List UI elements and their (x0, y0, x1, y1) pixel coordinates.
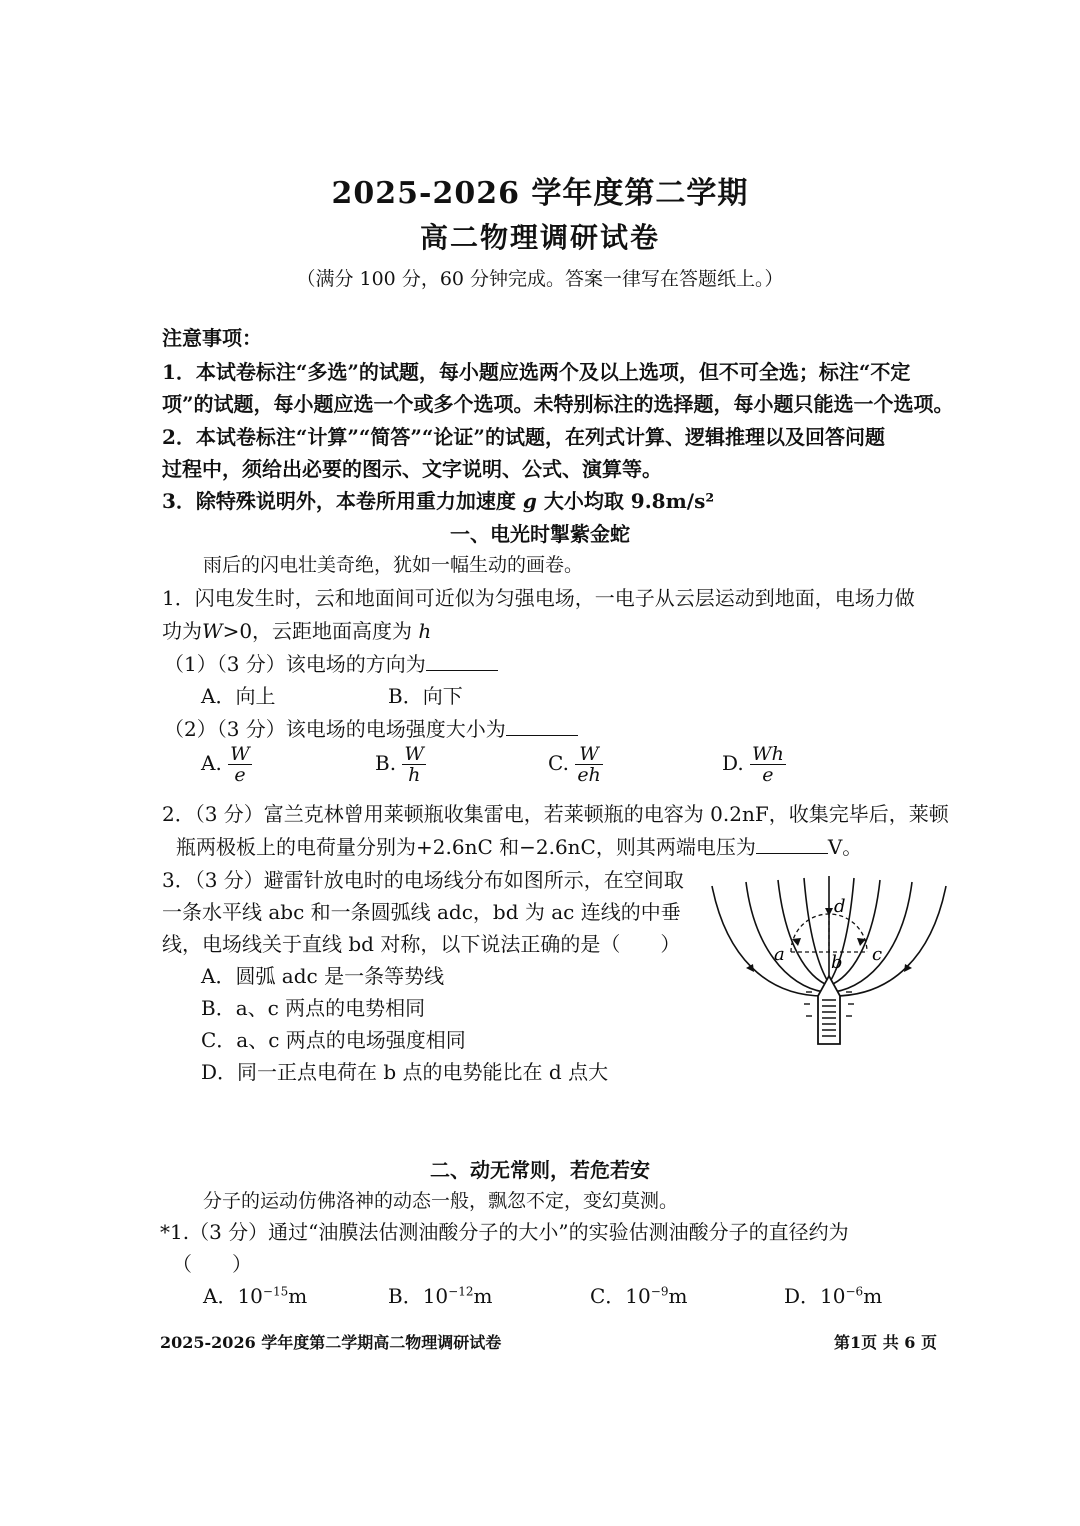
s1-q1-sub2-option-d[interactable] (722, 744, 786, 785)
s1-q1-sub2-text: （2）（3 分）该电场的电场强度大小为 (164, 717, 506, 741)
s1-q3-line3: 线，电场线关于直线 bd 对称，以下说法正确的是（ ） (162, 932, 681, 956)
s1-q1-sub1-option-b[interactable]: B．向下 (388, 684, 463, 708)
denominator: h (408, 764, 421, 786)
s1-q1-stem-line1: 1．闪电发生时，云和地面间可近似为匀强电场，一电子从云层运动到地面，电场力做 (162, 586, 915, 610)
field-line (778, 880, 825, 984)
s1-q1-var-w: W (202, 619, 223, 643)
s1-q1-sub2 (164, 713, 578, 742)
s1-q3-option-b[interactable]: B．a、c 两点的电势相同 (201, 996, 426, 1020)
label-a: a (774, 944, 785, 965)
s1-q3-option-c[interactable]: C．a、c 两点的电场强度相同 (201, 1028, 466, 1052)
option-label: B. (375, 751, 397, 775)
option-base: A．10 (203, 1284, 263, 1308)
s2-q1-line2: （ ） (172, 1252, 252, 1276)
s2-q1-option-d[interactable] (784, 1280, 882, 1309)
field-line (804, 878, 827, 980)
numerator: W (575, 744, 602, 765)
exam-subtitle: （满分 100 分，60 分钟完成。答案一律写在答题纸上。） (296, 268, 784, 290)
section1-intro: 雨后的闪电壮美奇绝，犹如一幅生动的画卷。 (203, 554, 584, 576)
numerator: W (230, 743, 250, 765)
s1-q2-line1: 2．（3 分）富兰克林曾用莱顿瓶收集雷电，若莱顿瓶的电容为 0.2nF，收集完毕后，莱顿 (162, 802, 949, 826)
s1-q3-option-a[interactable]: A．圆弧 adc 是一条等势线 (201, 964, 445, 988)
option-unit: m (473, 1284, 493, 1308)
denominator: e (234, 764, 246, 786)
s1-q1-sub1-text: （1）（3 分）该电场的方向为 (164, 652, 426, 676)
footer-exam-name: 2025-2026 学年度第二学期高二物理调研试卷 (160, 1333, 502, 1352)
option-base: B．10 (388, 1284, 449, 1308)
option-unit: m (668, 1284, 688, 1308)
answer-blank[interactable] (426, 652, 498, 671)
s1-q1-sub1-option-a[interactable]: A．向上 (201, 684, 276, 708)
fraction (575, 744, 602, 785)
notice-item3-var: g (522, 489, 537, 513)
s1-q3-option-d[interactable]: D．同一正点电荷在 b 点的电势能比在 d 点大 (201, 1060, 609, 1084)
s1-q2-line2 (176, 831, 862, 860)
numerator: Wh (752, 743, 784, 765)
option-base: D．10 (784, 1284, 846, 1308)
option-exponent: −15 (262, 1284, 289, 1299)
arrowhead (825, 908, 833, 916)
s1-q3-line2: 一条水平线 abc 和一条圆弧线 adc，bd 为 ac 连线的中垂 (162, 900, 681, 924)
s1-q1-stem-pre: 功为 (162, 619, 202, 643)
s1-q1-sub1 (164, 648, 498, 677)
notice-heading: 注意事项： (162, 326, 262, 350)
denominator: e (762, 764, 774, 786)
section2-intro: 分子的运动仿佛洛神的动态一般，飘忽不定，变幻莫测。 (203, 1190, 679, 1212)
option-unit: m (863, 1284, 883, 1308)
s1-q2-unit: V。 (827, 835, 863, 859)
lightning-rod-field-figure (706, 876, 952, 1052)
notice-item3-post: 大小均取 9.8m/s² (543, 489, 715, 513)
notice-item1-line2: 项”的试题，每小题应选一个或多个选项。未特别标注的选择题，每小题只能选一个选项。 (162, 392, 954, 416)
option-label: A. (201, 751, 222, 775)
option-exponent: −12 (448, 1284, 474, 1299)
option-exponent: −6 (845, 1284, 864, 1299)
s1-q1-sub2-option-a[interactable] (201, 744, 252, 785)
fraction (750, 744, 786, 785)
section2-heading: 二、动无常则，若危若安 (430, 1158, 650, 1182)
s1-q1-sub2-option-b[interactable] (375, 744, 426, 785)
s1-q2-line2-text: 瓶两极板上的电荷量分别为+2.6nC 和−2.6nC，则其两端电压为 (176, 835, 756, 859)
answer-blank[interactable] (756, 835, 828, 854)
notice-item3 (162, 485, 714, 514)
option-base: C．10 (590, 1284, 651, 1308)
label-d: d (834, 896, 846, 917)
option-exponent: −9 (650, 1284, 669, 1299)
s1-q1-var-h: h (418, 619, 432, 643)
denominator: eh (577, 764, 601, 786)
exam-title-subject: 高二物理调研试卷 (419, 221, 660, 254)
option-unit: m (288, 1284, 308, 1308)
exam-title-year: 2025-2026 学年度第二学期 (331, 176, 749, 211)
answer-blank[interactable] (506, 717, 578, 736)
notice-item2-line2: 过程中，须给出必要的图示、文字说明、公式、演算等。 (162, 457, 662, 481)
s1-q1-sub2-option-c[interactable] (548, 744, 603, 785)
s2-q1-option-b[interactable] (388, 1280, 492, 1309)
label-c: c (872, 944, 883, 965)
notice-item3-pre: 3．除特殊说明外，本卷所用重力加速度 (162, 489, 516, 513)
lightning-rod (818, 976, 840, 1044)
s2-q1-option-a[interactable] (203, 1280, 307, 1309)
notice-item1-line1: 1．本试卷标注“多选”的试题，每小题应选两个及以上选项，但不可全选；标注“不定 (162, 360, 911, 384)
label-b: b (831, 952, 843, 973)
s1-q1-stem-line2 (162, 615, 431, 644)
notice-item2-line1: 2．本试卷标注“计算”“简答”“论证”的试题，在列式计算、逻辑推理以及回答问题 (162, 425, 885, 449)
s1-q1-stem-mid: >0，云距地面高度为 (222, 619, 413, 643)
footer-page-number: 第1页 共 6 页 (834, 1333, 937, 1352)
section1-heading: 一、电光时掣紫金蛇 (450, 522, 630, 546)
fraction (228, 744, 252, 785)
s2-q1-option-c[interactable] (590, 1280, 687, 1309)
rod-texture (822, 1000, 836, 1036)
fraction (402, 744, 426, 785)
option-label: C. (548, 751, 569, 775)
s2-q1-line1: *1.（3 分）通过“油膜法估测油酸分子的大小”的实验估测油酸分子的直径约为 (160, 1220, 849, 1244)
s1-q3-line1: 3．（3 分）避雷针放电时的电场线分布如图所示，在空间取 (162, 868, 684, 892)
numerator: W (404, 743, 424, 765)
option-label: D. (722, 751, 744, 775)
